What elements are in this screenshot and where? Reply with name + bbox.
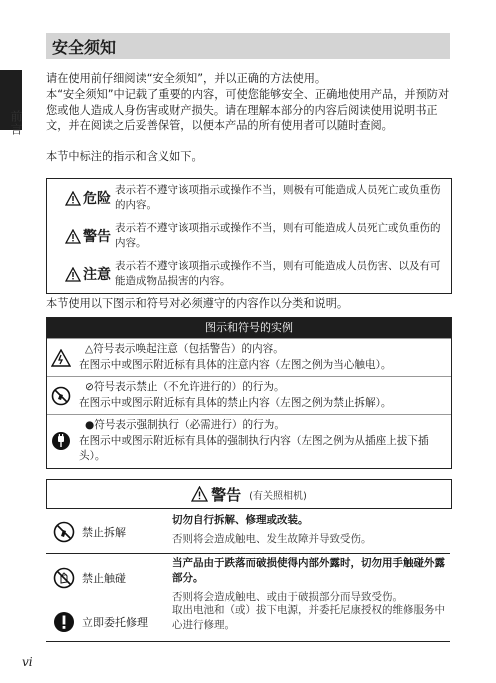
signal-text-danger: 表示若不遵守该项指示或操作不当，则极有可能造成人员死亡或负重伤的内容。 <box>115 184 441 211</box>
example-row-mandatory <box>47 414 451 468</box>
bottom-divider <box>46 641 450 642</box>
symbols-intro: 本节使用以下图示和符号对必须遵守的内容作以分类和说明。 <box>46 297 349 310</box>
warning-item-no-disassembly <box>46 513 450 550</box>
page-title-bar <box>46 33 450 59</box>
example-caution-line2: 在图示中或图示附近标有具体的注意内容（左图之例为当心触电）。 <box>79 358 392 371</box>
warning-triangle-icon <box>65 229 81 244</box>
example-mandatory-line1: ●符号表示强制执行（必需进行）的行为。 <box>85 419 285 431</box>
example-prohibited-line1: ⊘符号表示禁止（不允许进行的）的行为。 <box>85 381 285 393</box>
camera-warning-subtitle: (有关照相机) <box>249 490 307 502</box>
intro-paragraph-3: 本节中标注的指示和含义如下。 <box>46 150 203 163</box>
warning-note-no-disassembly: 否则将会造成触电、发生故障并导致受伤。 <box>172 533 372 545</box>
warning-item-no-touch <box>46 553 450 602</box>
electric-shock-warning-icon <box>51 349 71 367</box>
warning-triangle-icon <box>65 267 81 282</box>
signal-text-warning: 表示若不遵守该项指示或操作不当，则有可能造成人员死亡或负重伤的内容。 <box>115 222 441 249</box>
signal-row-danger <box>47 179 451 217</box>
signal-text-caution: 表示若不遵守该项指示或操作不当，则有可能造成人员伤害、以及有可能造成物品损害的内容。 <box>115 260 441 287</box>
intro-paragraph-1: 请在使用前仔细阅读“安全须知”，并以正确的方法使用。 <box>46 72 327 85</box>
example-mandatory-line2: 在图示中或图示附近标有具体的强制执行内容（左图之例为从插座上拔下插头）。 <box>79 434 429 462</box>
warning-bold-no-disassembly: 切勿自行拆解、修理或改装。 <box>172 514 309 526</box>
do-not-touch-icon <box>53 567 75 589</box>
page-title: 安全须知 <box>52 37 117 57</box>
examples-header: 图示和符号的实例 <box>47 318 451 338</box>
no-disassembly-icon <box>53 521 75 543</box>
signal-word-table <box>46 178 452 294</box>
page-number: vi <box>22 655 33 669</box>
signal-label-danger: 危险 <box>83 191 111 207</box>
warning-label-repair: 立即委托修理 <box>82 616 148 629</box>
example-caution-line1: △符号表示唤起注意（包括警告）的内容。 <box>85 343 284 355</box>
no-disassembly-icon <box>51 386 71 406</box>
warning-label-no-disassembly: 禁止拆解 <box>82 525 126 539</box>
example-prohibited-line2: 在图示中或图示附近标有具体的禁止内容（左图之例为禁止拆解）。 <box>79 396 392 409</box>
warning-triangle-icon <box>191 486 208 502</box>
signal-row-warning <box>47 217 451 255</box>
warning-triangle-icon <box>65 191 81 206</box>
camera-warning-title: 警告 <box>211 485 242 504</box>
intro-paragraph-2: 本“安全须知”中记载了重要的内容，可使您能够安全、正确地使用产品，并预防对您或他人造成人身伤害或财产损失。请在理解本部分的内容后阅读使用说明书正文，并在阅读之后妥善保管，以便本产品的所有使用者可以随时查阅。 <box>46 88 450 132</box>
warning-note-no-touch: 否则将会造成触电、或由于破损部分而导致受伤。 <box>172 591 403 603</box>
signal-label-warning: 警告 <box>83 229 111 245</box>
camera-warning-header <box>46 479 452 509</box>
unplug-icon <box>51 431 71 451</box>
signal-row-caution <box>47 255 451 293</box>
warning-note-repair: 取出电池和（或）拔下电源，并委托尼康授权的维修服务中心进行修理。 <box>172 604 445 631</box>
warning-bold-no-touch: 当产品由于跌落而破损使得内部外露时，切勿用手触碰外露部分。 <box>172 557 445 584</box>
section-label: 前言 <box>9 110 23 136</box>
symbol-examples-table <box>46 317 452 469</box>
signal-label-caution: 注意 <box>83 267 111 283</box>
mandatory-action-icon <box>53 611 75 633</box>
example-row-prohibited <box>47 376 451 414</box>
warning-label-no-touch: 禁止触碰 <box>82 572 126 585</box>
warning-item-repair <box>46 603 450 641</box>
example-row-caution <box>47 338 451 376</box>
